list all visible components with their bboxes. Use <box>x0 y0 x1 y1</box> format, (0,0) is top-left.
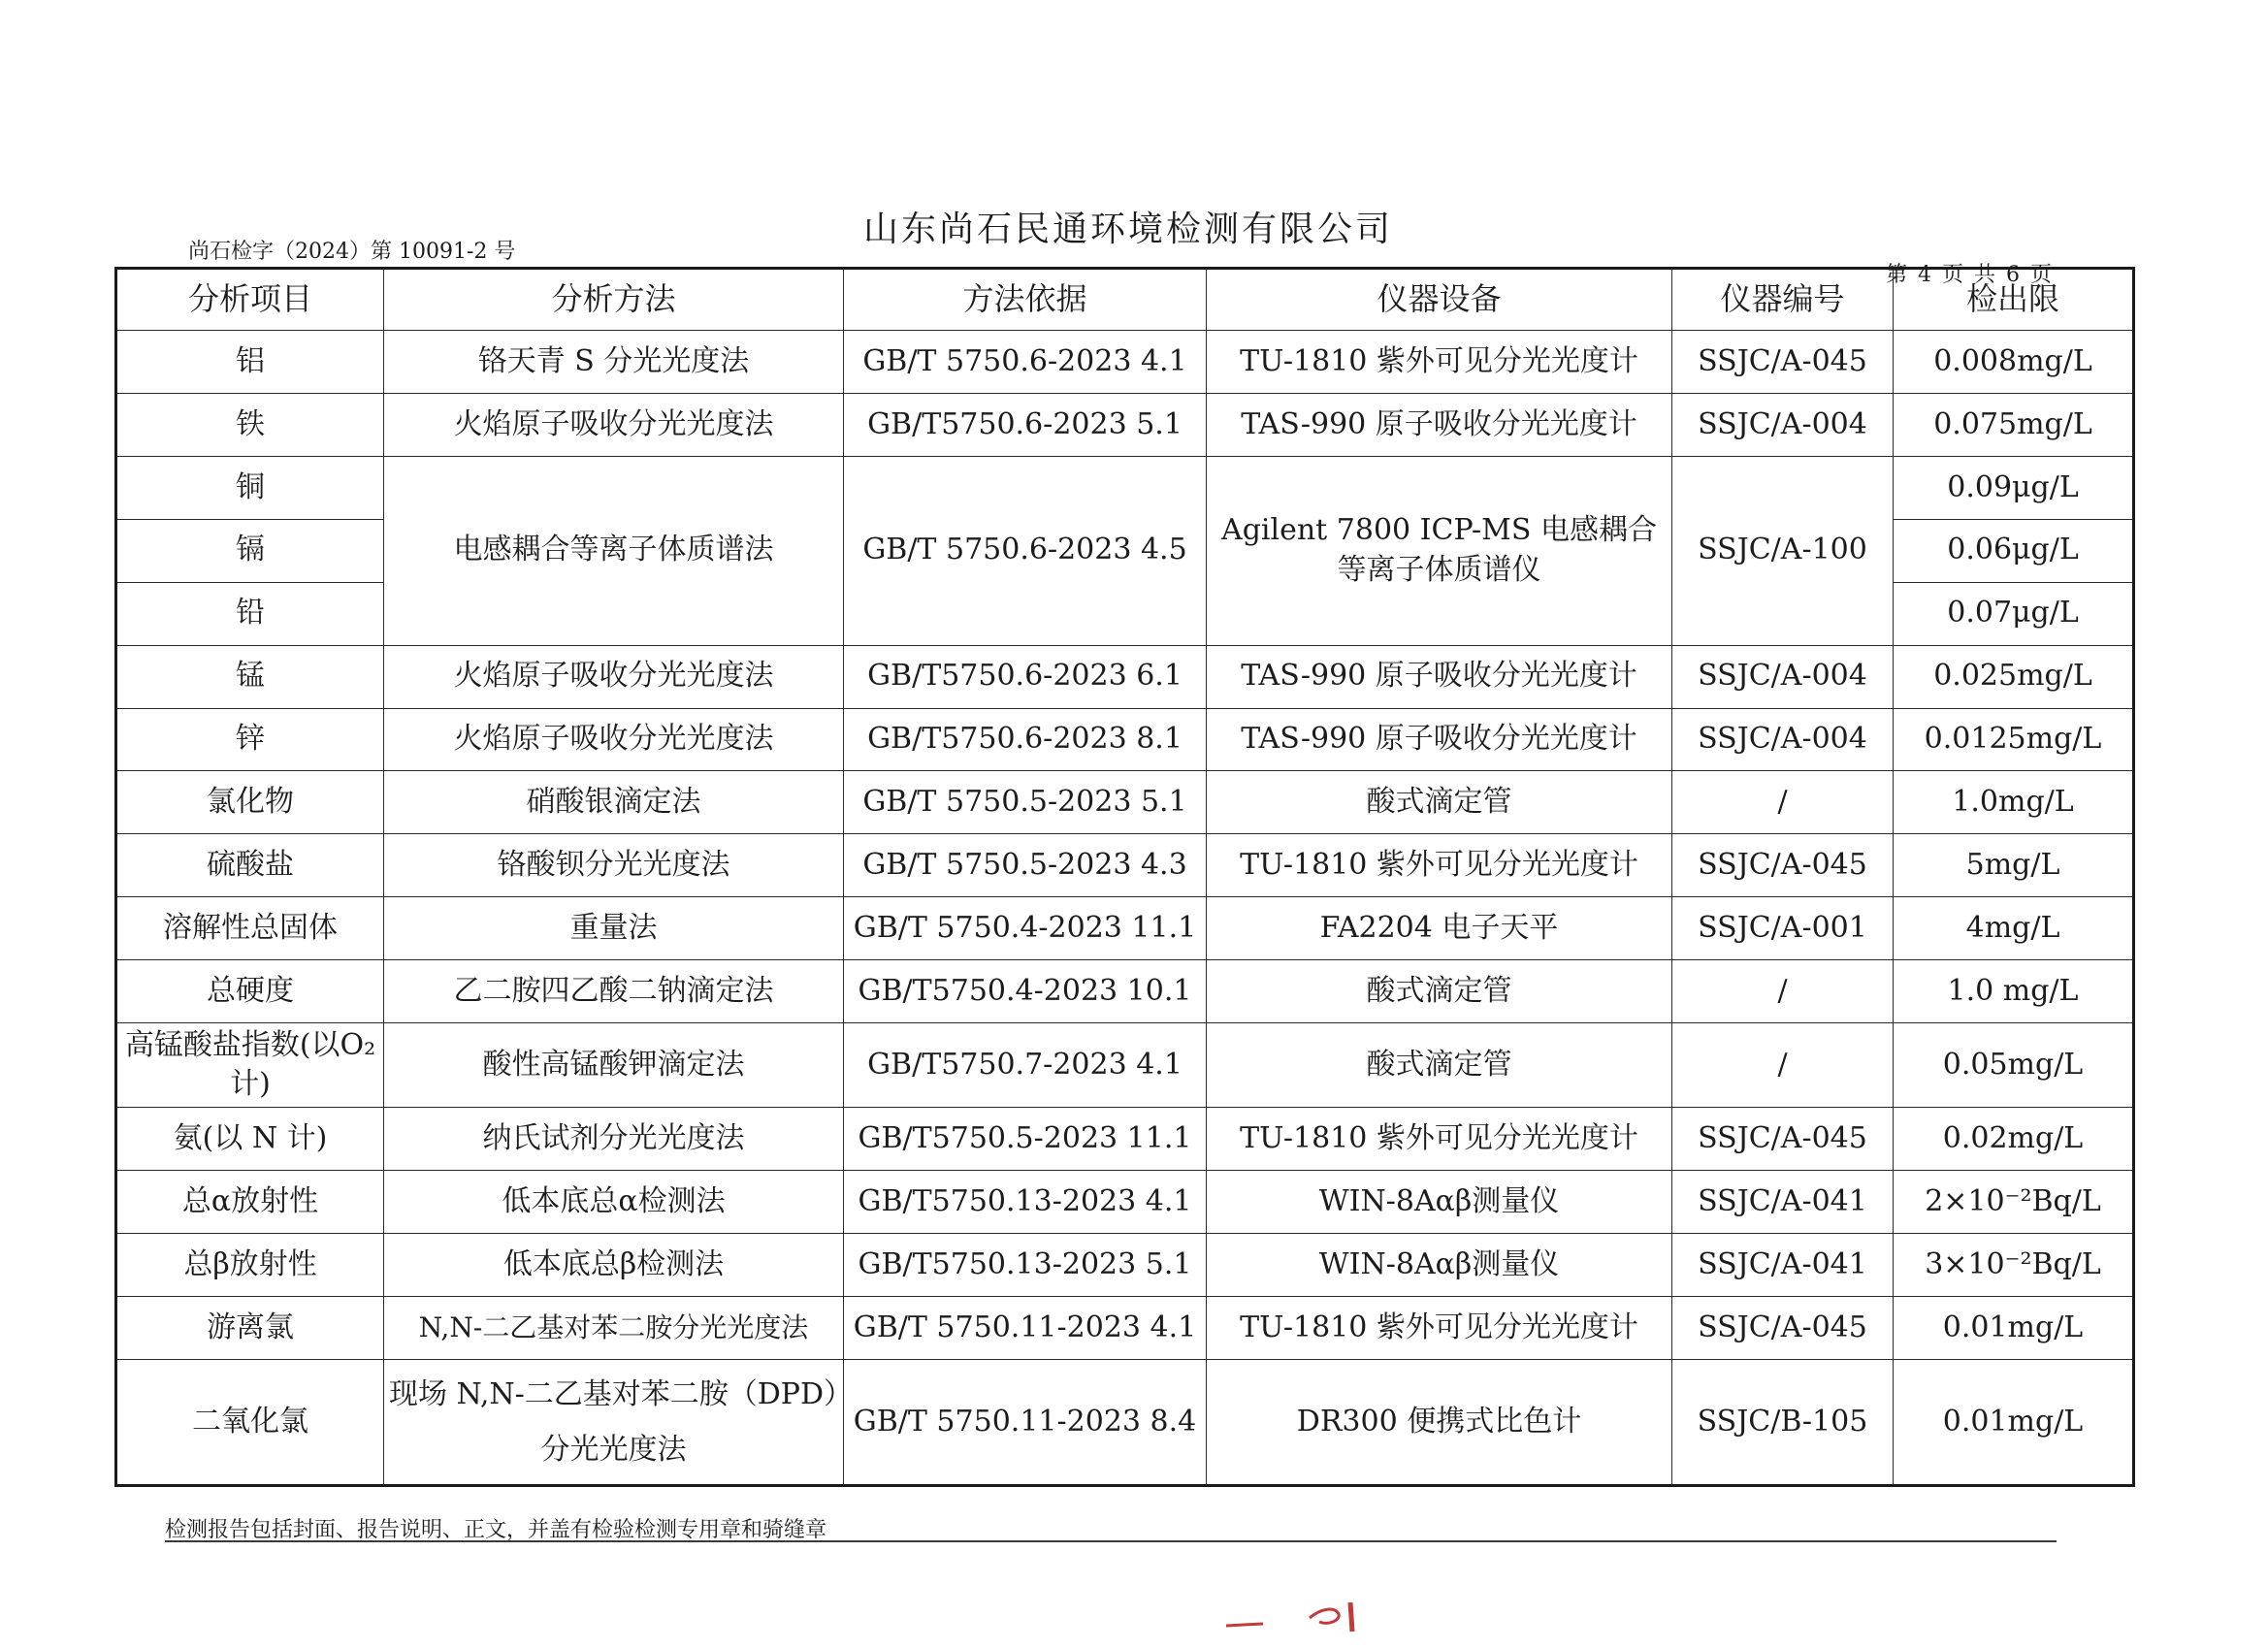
cell-basis: GB/T 5750.5-2023 4.3 <box>844 834 1207 897</box>
cell-instrument: 酸式滴定管 <box>1207 960 1672 1023</box>
cell-instrument: 酸式滴定管 <box>1207 1023 1672 1108</box>
table-header-row <box>116 269 2134 331</box>
cell-item: 锌 <box>116 708 384 771</box>
cell-code: SSJC/A-004 <box>1672 393 1894 456</box>
col-header-method: 分析方法 <box>384 269 844 331</box>
col-header-item: 分析项目 <box>116 269 384 331</box>
cell-method: 低本底总α检测法 <box>384 1171 844 1234</box>
table-row <box>116 645 2134 708</box>
cell-basis: GB/T5750.6-2023 8.1 <box>844 708 1207 771</box>
cell-item: 铜 <box>116 456 384 519</box>
cell-method: 火焰原子吸收分光光度法 <box>384 645 844 708</box>
cell-limit: 0.008mg/L <box>1894 331 2134 394</box>
cell-instrument: DR300 便携式比色计 <box>1207 1360 1672 1486</box>
cell-instrument: WIN-8Aαβ测量仪 <box>1207 1234 1672 1297</box>
cell-code: SSJC/A-045 <box>1672 834 1894 897</box>
cell-item: 总β放射性 <box>116 1234 384 1297</box>
cell-code: / <box>1672 960 1894 1023</box>
cell-limit: 0.02mg/L <box>1894 1108 2134 1171</box>
cell-code: SSJC/A-041 <box>1672 1234 1894 1297</box>
cell-code: SSJC/A-045 <box>1672 1108 1894 1171</box>
cell-basis: GB/T5750.6-2023 5.1 <box>844 393 1207 456</box>
table-row <box>116 1023 2134 1108</box>
cell-item: 二氧化氯 <box>116 1360 384 1486</box>
cell-item: 锰 <box>116 645 384 708</box>
cell-item: 高锰酸盐指数(以O₂计) <box>116 1023 384 1108</box>
cell-method: 电感耦合等离子体质谱法 <box>384 456 844 645</box>
cell-item: 镉 <box>116 519 384 582</box>
cell-basis: GB/T5750.7-2023 4.1 <box>844 1023 1207 1108</box>
col-header-basis: 方法依据 <box>844 269 1207 331</box>
cell-method: 硝酸银滴定法 <box>384 771 844 834</box>
cell-method: 重量法 <box>384 897 844 960</box>
cell-item: 游离氯 <box>116 1297 384 1360</box>
cell-code: SSJC/A-004 <box>1672 708 1894 771</box>
cell-limit: 0.01mg/L <box>1894 1297 2134 1360</box>
cell-code: / <box>1672 771 1894 834</box>
cell-method: 铬天青 S 分光光度法 <box>384 331 844 394</box>
cell-code: SSJC/B-105 <box>1672 1360 1894 1486</box>
company-title: 山东尚石民通环境检测有限公司 <box>863 210 1394 249</box>
cell-limit: 2×10⁻²Bq/L <box>1894 1171 2134 1234</box>
cell-instrument: WIN-8Aαβ测量仪 <box>1207 1171 1672 1234</box>
cell-method: 酸性高锰酸钾滴定法 <box>384 1023 844 1108</box>
cell-code: SSJC/A-100 <box>1672 456 1894 645</box>
cell-limit: 0.05mg/L <box>1894 1023 2134 1108</box>
table-row <box>116 897 2134 960</box>
cell-basis: GB/T5750.6-2023 6.1 <box>844 645 1207 708</box>
cell-instrument: TU-1810 紫外可见分光光度计 <box>1207 834 1672 897</box>
cell-instrument: 酸式滴定管 <box>1207 771 1672 834</box>
cell-item: 铝 <box>116 331 384 394</box>
cell-item: 硫酸盐 <box>116 834 384 897</box>
cell-basis: GB/T5750.13-2023 5.1 <box>844 1234 1207 1297</box>
cell-method: 乙二胺四乙酸二钠滴定法 <box>384 960 844 1023</box>
col-header-limit: 检出限 <box>1894 269 2134 331</box>
cell-code: SSJC/A-041 <box>1672 1171 1894 1234</box>
table-row <box>116 1360 2134 1486</box>
table-row <box>116 1234 2134 1297</box>
cell-instrument: FA2204 电子天平 <box>1207 897 1672 960</box>
cell-item: 总α放射性 <box>116 1171 384 1234</box>
table-row <box>116 771 2134 834</box>
table-row <box>116 1297 2134 1360</box>
cell-limit: 0.01mg/L <box>1894 1360 2134 1486</box>
cell-code: / <box>1672 1023 1894 1108</box>
table-row <box>116 393 2134 456</box>
cell-code: SSJC/A-045 <box>1672 1297 1894 1360</box>
cell-basis: GB/T 5750.4-2023 11.1 <box>844 897 1207 960</box>
cell-method: 低本底总β检测法 <box>384 1234 844 1297</box>
cell-instrument: TU-1810 紫外可见分光光度计 <box>1207 1108 1672 1171</box>
cell-item: 溶解性总固体 <box>116 897 384 960</box>
cell-item: 铁 <box>116 393 384 456</box>
cell-method: 火焰原子吸收分光光度法 <box>384 393 844 456</box>
cell-limit: 0.07μg/L <box>1894 582 2134 645</box>
cell-basis: GB/T 5750.6-2023 4.1 <box>844 331 1207 394</box>
cell-method: 现场 N,N-二乙基对苯二胺（DPD）分光光度法 <box>384 1360 844 1486</box>
cell-instrument: TAS-990 原子吸收分光光度计 <box>1207 708 1672 771</box>
analysis-table <box>114 267 2135 1487</box>
cell-limit: 3×10⁻²Bq/L <box>1894 1234 2134 1297</box>
table-row <box>116 1171 2134 1234</box>
cell-limit: 0.025mg/L <box>1894 645 2134 708</box>
cell-method: 纳氏试剂分光光度法 <box>384 1108 844 1171</box>
cell-basis: GB/T 5750.11-2023 4.1 <box>844 1297 1207 1360</box>
cell-basis: GB/T5750.5-2023 11.1 <box>844 1108 1207 1171</box>
table-row <box>116 1108 2134 1171</box>
col-header-code: 仪器编号 <box>1672 269 1894 331</box>
cell-instrument: TAS-990 原子吸收分光光度计 <box>1207 393 1672 456</box>
table-row <box>116 960 2134 1023</box>
cell-instrument: TU-1810 紫外可见分光光度计 <box>1207 1297 1672 1360</box>
cell-item: 总硬度 <box>116 960 384 1023</box>
cell-basis: GB/T 5750.5-2023 5.1 <box>844 771 1207 834</box>
cell-code: SSJC/A-001 <box>1672 897 1894 960</box>
cell-limit: 1.0mg/L <box>1894 771 2134 834</box>
cell-basis: GB/T 5750.6-2023 4.5 <box>844 456 1207 645</box>
cell-method: 火焰原子吸收分光光度法 <box>384 708 844 771</box>
cell-basis: GB/T 5750.11-2023 8.4 <box>844 1360 1207 1486</box>
signature-mark <box>1224 1597 1389 1635</box>
footer-divider <box>165 1540 2057 1542</box>
cell-code: SSJC/A-004 <box>1672 645 1894 708</box>
cell-limit: 0.075mg/L <box>1894 393 2134 456</box>
footer-note: 检测报告包括封面、报告说明、正文，并盖有检验检测专用章和骑缝章 <box>165 1518 827 1542</box>
cell-limit: 4mg/L <box>1894 897 2134 960</box>
table-row <box>116 331 2134 394</box>
cell-item: 铅 <box>116 582 384 645</box>
cell-limit: 1.0 mg/L <box>1894 960 2134 1023</box>
cell-limit: 0.0125mg/L <box>1894 708 2134 771</box>
cell-limit: 0.06μg/L <box>1894 519 2134 582</box>
col-header-instrument: 仪器设备 <box>1207 269 1672 331</box>
cell-basis: GB/T5750.13-2023 4.1 <box>844 1171 1207 1234</box>
cell-instrument: TU-1810 紫外可见分光光度计 <box>1207 331 1672 394</box>
cell-method: 铬酸钡分光光度法 <box>384 834 844 897</box>
cell-method: N,N-二乙基对苯二胺分光光度法 <box>384 1297 844 1360</box>
cell-limit: 0.09μg/L <box>1894 456 2134 519</box>
cell-instrument: TAS-990 原子吸收分光光度计 <box>1207 645 1672 708</box>
report-number: 尚石检字（2024）第 10091-2 号 <box>188 240 516 264</box>
table-row <box>116 834 2134 897</box>
cell-item: 氯化物 <box>116 771 384 834</box>
cell-item: 氨(以 N 计) <box>116 1108 384 1171</box>
table-row <box>116 456 2134 519</box>
cell-instrument: Agilent 7800 ICP-MS 电感耦合等离子体质谱仪 <box>1207 456 1672 645</box>
cell-code: SSJC/A-045 <box>1672 331 1894 394</box>
page-indicator: 第 4 页 共 6 页 <box>1886 263 2054 287</box>
cell-limit: 5mg/L <box>1894 834 2134 897</box>
cell-basis: GB/T5750.4-2023 10.1 <box>844 960 1207 1023</box>
table-row <box>116 708 2134 771</box>
